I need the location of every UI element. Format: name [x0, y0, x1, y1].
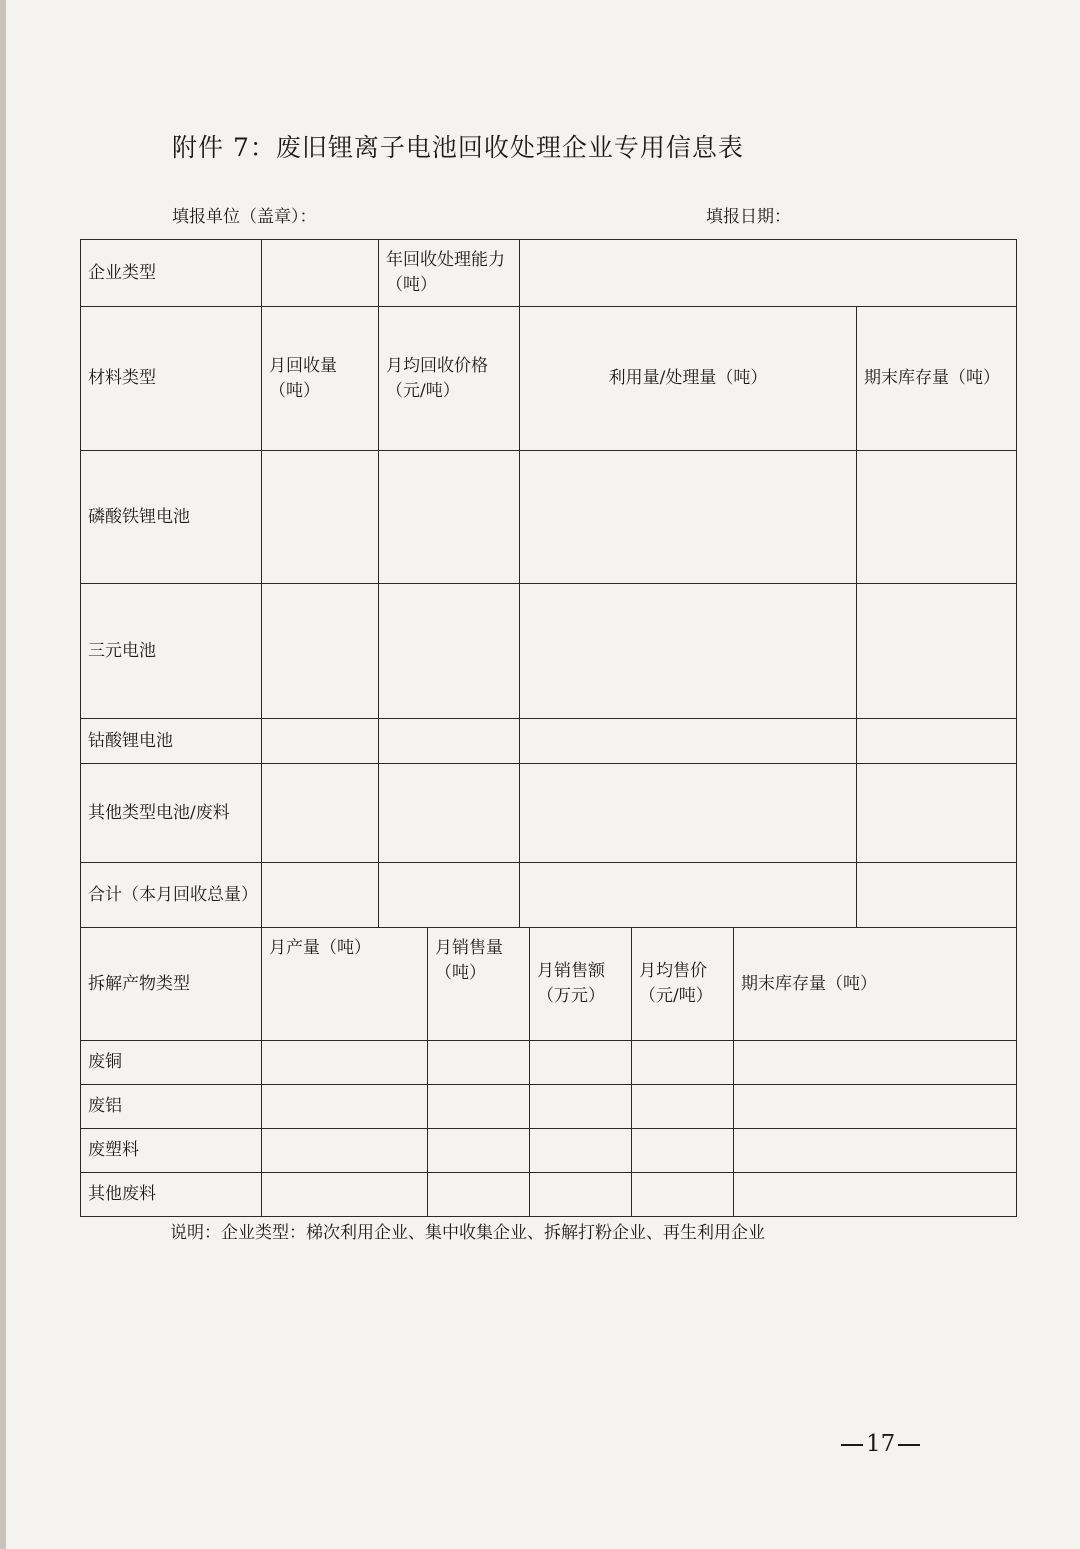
input-cell[interactable] [262, 1085, 428, 1129]
input-cell[interactable] [857, 863, 1017, 928]
header-end-inventory-2: 期末库存量（吨） [734, 928, 1017, 1041]
page-edge [0, 0, 6, 1549]
dash-left [841, 1444, 863, 1446]
row-label-lco: 钴酸锂电池 [81, 719, 262, 764]
row-label-lfp: 磷酸铁锂电池 [81, 451, 262, 584]
input-cell[interactable] [520, 451, 857, 584]
input-cell[interactable] [632, 1041, 734, 1085]
dash-right [898, 1444, 920, 1446]
input-cell[interactable] [262, 1173, 428, 1217]
fill-unit-label: 填报单位（盖章）： [172, 207, 317, 227]
input-cell[interactable] [379, 584, 520, 719]
recovery-info-table [80, 239, 1017, 928]
input-cell[interactable] [530, 1041, 632, 1085]
input-cell[interactable] [857, 764, 1017, 863]
enterprise-type-label: 企业类型 [81, 240, 262, 307]
input-cell[interactable] [379, 863, 520, 928]
header-sales-amount: 月销售额（万元） [530, 928, 632, 1041]
input-cell[interactable] [262, 584, 379, 719]
input-cell[interactable] [632, 1129, 734, 1173]
input-cell[interactable] [857, 451, 1017, 584]
footnote: 说明：企业类型：梯次利用企业、集中收集企业、拆解打粉企业、再生利用企业 [170, 1223, 765, 1243]
input-cell[interactable] [262, 719, 379, 764]
input-cell[interactable] [262, 1041, 428, 1085]
input-cell[interactable] [379, 764, 520, 863]
row-label-copper: 废铜 [81, 1041, 262, 1085]
page-number-value: 17 [866, 1431, 896, 1457]
fill-date-label: 填报日期： [706, 207, 791, 227]
input-cell[interactable] [428, 1173, 530, 1217]
input-cell[interactable] [262, 863, 379, 928]
header-monthly-recovery: 月回收量（吨） [262, 307, 379, 451]
row-label-total: 合计（本月回收总量） [81, 863, 262, 928]
header-product-type: 拆解产物类型 [81, 928, 262, 1041]
input-cell[interactable] [857, 719, 1017, 764]
input-cell[interactable] [428, 1129, 530, 1173]
input-cell[interactable] [428, 1085, 530, 1129]
input-cell[interactable] [262, 451, 379, 584]
header-utilization: 利用量/处理量（吨） [520, 307, 857, 451]
row-label-aluminum: 废铝 [81, 1085, 262, 1129]
annual-capacity-value[interactable] [520, 240, 1017, 307]
input-cell[interactable] [379, 451, 520, 584]
page-title: 附件 7：废旧锂离子电池回收处理企业专用信息表 [172, 133, 744, 162]
row-label-other-waste: 其他废料 [81, 1173, 262, 1217]
input-cell[interactable] [262, 1129, 428, 1173]
enterprise-type-value[interactable] [262, 240, 379, 307]
input-cell[interactable] [734, 1085, 1017, 1129]
page-number [838, 1431, 923, 1457]
row-label-other: 其他类型电池/废料 [81, 764, 262, 863]
input-cell[interactable] [530, 1085, 632, 1129]
dismantling-product-table [80, 927, 1017, 1217]
input-cell[interactable] [632, 1085, 734, 1129]
input-cell[interactable] [520, 719, 857, 764]
header-avg-recovery-price: 月均回收价格（元/吨） [379, 307, 520, 451]
input-cell[interactable] [520, 863, 857, 928]
input-cell[interactable] [632, 1173, 734, 1217]
input-cell[interactable] [520, 584, 857, 719]
header-end-inventory: 期末库存量（吨） [857, 307, 1017, 451]
row-label-ternary: 三元电池 [81, 584, 262, 719]
header-monthly-output: 月产量（吨） [262, 928, 428, 1041]
input-cell[interactable] [530, 1129, 632, 1173]
header-monthly-sales: 月销售量（吨） [428, 928, 530, 1041]
input-cell[interactable] [734, 1173, 1017, 1217]
header-avg-sale-price: 月均售价（元/吨） [632, 928, 734, 1041]
input-cell[interactable] [734, 1041, 1017, 1085]
input-cell[interactable] [262, 764, 379, 863]
annual-capacity-label: 年回收处理能力（吨） [379, 240, 520, 307]
input-cell[interactable] [520, 764, 857, 863]
input-cell[interactable] [734, 1129, 1017, 1173]
input-cell[interactable] [379, 719, 520, 764]
input-cell[interactable] [857, 584, 1017, 719]
input-cell[interactable] [428, 1041, 530, 1085]
row-label-plastic: 废塑料 [81, 1129, 262, 1173]
input-cell[interactable] [530, 1173, 632, 1217]
header-material-type: 材料类型 [81, 307, 262, 451]
